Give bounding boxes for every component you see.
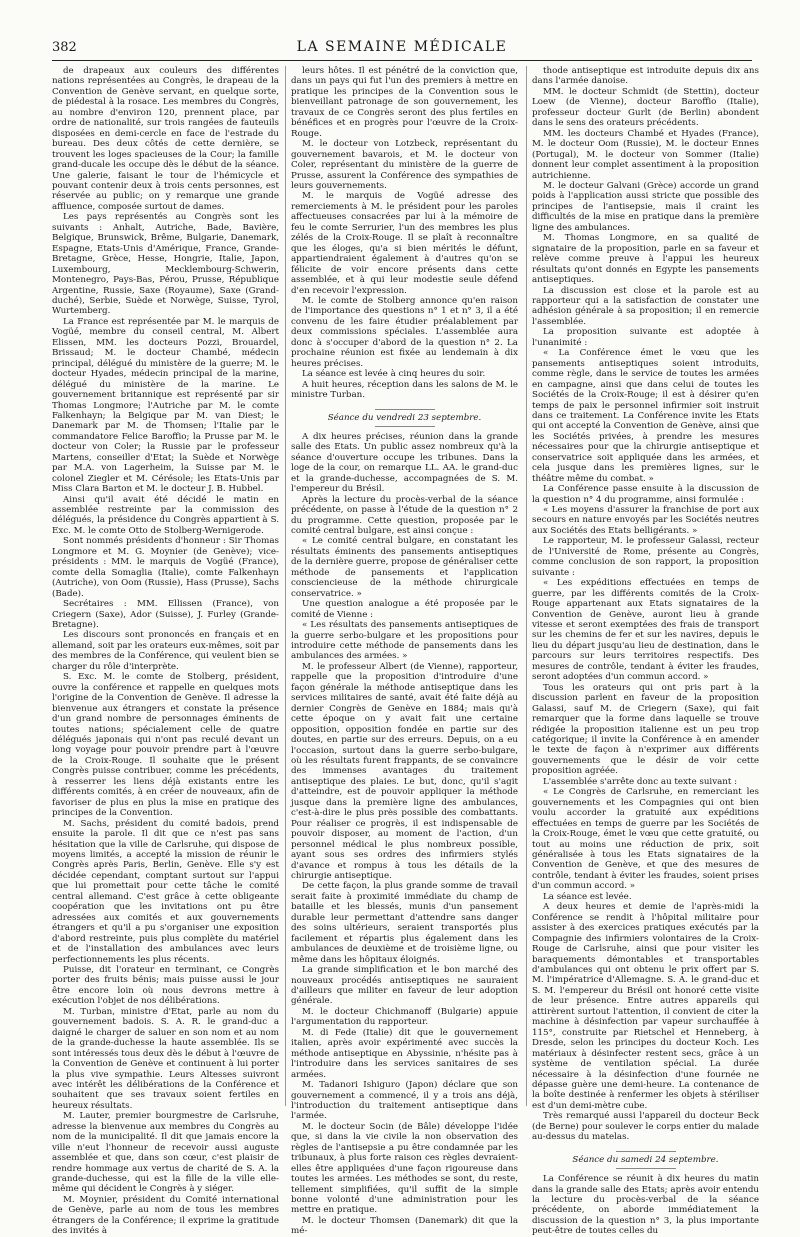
text-column-1 [52,66,279,1237]
paragraph: Ainsi qu'il avait été décidé le matin en assemblée restreinte par la commission des délégués, la présidence du Congrès appartient à S. Exc. M. le comte Otto de Stolberg-Wernigerode. [52,494,279,536]
paragraph: « Le Congrès de Carlsruhe, en remerciant les gouvernements et les Compagnies qui ont bien voulu accorder la gratuité aux expéditions effectuées en temps de guerre par les Sociétés de la Croix-Rouge, émet le vœu que cette gratuité, ou tout au moins une réduction de prix, soit généralisée à tous les Etats signataires de la Convention de Genève, et que des mesures de contrôle, tendant à éviter les fraudes, soient prises d'un commun accord. » [532,787,759,892]
paragraph: La grande simplification et le bon marché des nouveaux procédés antiseptiques ne sauraient d'ailleurs que militer en faveur de leur adoption générale. [291,965,518,1007]
paragraph: Très remarqué aussi l'appareil du docteur Beck (de Berne) pour soulever le corps entier du malade au-dessus du matelas. [532,1111,759,1143]
paragraph: Sont nommés présidents d'honneur : Sir Thomas Longmore et M. G. Moynier (de Genève); vice-présidents : MM. le marquis de Vogüé (France), comte della Somaglia (Italie), comte Falkenhayn (Autriche), von Oom (Russie), Hass (Prusse), Sachs (Bade). [52,536,279,599]
paragraph: « Les expéditions effectuées en temps de guerre, par les différents comités de la Croix-Rouge appartenant aux Etats signataires de la Convention de Genève, auront lieu à grande vitesse et seront exemptées des frais de transport sur les chemins de fer et sur les navires, depuis le lieu du départ jusqu'au lieu de destination, dans le parcours sur leurs territoires respectifs. Des mesures de contrôle, tendant à éviter les fraudes, seront adoptées d'un commun accord. » [532,578,759,683]
paragraph: « Le comité central bulgare, en constatant les résultats éminents des pansements antiseptiques de la dernière guerre, propose de généraliser cette méthode de pansements et l'application consciencieuse de la méthode chirurgicale conservatrice. » [291,536,518,599]
paragraph: M. le comte de Stolberg annonce qu'en raison de l'importance des questions n° 1 et n° 3, il a été convenu de les faire étudier préalablement par deux commissions spéciales. L'assemblée aura donc à s'occuper d'abord de la question n° 2. La prochaine réunion est fixée au lendemain à dix heures précises. [291,295,518,369]
paragraph: M. Thomas Longmore, en sa qualité de signataire de la proposition, parle en sa faveur et relève comme preuve à l'appui les heureux résultats qu'ont donnés en Egypte les pansements antiseptiques. [532,233,759,286]
page-number: 382 [52,40,77,55]
text-column-2 [291,66,518,1237]
paragraph: leurs hôtes. Il est pénétré de la conviction que, dans un pays qui fut l'un des premiers à mettre en pratique les principes de la Convention sous le bienveillant patronage de son gouvernement, les travaux de ce Congrès seront des plus fertiles en bénéfices et en progrès pour l'œuvre de la Croix-Rouge. [291,66,518,139]
paragraph: A huit heures, réception dans les salons de M. le ministre Turban. [291,379,518,401]
paragraph: Le rapporteur, M. le professeur Galassi, recteur de l'Université de Rome, présente au Congrès, comme conclusion de son rapport, la proposition suivante : [532,536,759,578]
paragraph: M. le professeur Albert (de Vienne), rapporteur, rappelle que la proposition d'introduire d'une façon générale la méthode antiseptique dans les services militaires de santé, avait été faite déjà au dernier Congrès de Genève en 1884; mais qu'à cette époque on y avait fait une certaine opposition, opposition fondée en partie sur des doutes, en partie sur des erreurs. Depuis, on a eu l'occasion, surtout dans la guerre serbo-bulgare, où les résultats furent frappants, de se convaincre des immenses avantages du traitement antiseptique des plaies. Le but, donc, qu'il s'agit d'atteindre, est de pouvoir appliquer la méthode jusque dans la première ligne des ambulances, c'est-à-dire le plus près possible des combattants. Pour réaliser ce progrès, il est indispensable de pouvoir disposer, au moment de l'action, d'un personnel médical le plus nombreux possible, ayant sous ses ordres des infirmiers stylés d'avance et rompus à tous les détails de la chirurgie antiseptique. [291,661,518,881]
column-separator [526,66,527,1106]
paragraph: La séance est levée à cinq heures du soir. [302,369,486,380]
paragraph: M. Moynier, président du Comité international de Genève, parle au nom de tous les membres étrangers de la Conférence; il exprime la gratitude des invités à [52,1194,279,1237]
paragraph: M. le docteur Socin (de Bâle) développe l'idée que, si dans la vie civile la non observation des règles de l'antisepsie a pu être condamnée par les tribunaux, à plus forte raison ces règles devraient-elles être appliquées d'une façon rigoureuse dans toutes les armées. Les méthodes se sont, du reste, tellement simplifiées, qu'il suffit de la simple bonne volonté d'une administration pour les mettre en pratique. [291,1121,518,1216]
paragraph: A deux heures et demie de l'après-midi la Conférence se rendit à l'hôpital militaire pour assister à des exercices pratiques exécutés par la Compagnie des infirmiers volontaires de la Croix-Rouge de Carlsruhe, ainsi que pour visiter les baraquements démontables et transportables d'ambulances qui ont obtenu le prix offert par S. M. l'impératrice d'Allemagne. S. A. le grand-duc et S. M. l'empereur du Brésil ont honoré cette visite de leur présence. Entre autres appareils qui attirèrent surtout l'attention, il convient de citer la machine à désinfection par vapeur surchauffée à 115°, construite par Rietschel et Henneberg, à Dresde, selon les principes du docteur Koch. Les matériaux à désinfecter restent secs, grâce à un système de ventilation spécial. La durée nécessaire à la désinfection d'une fournée ne dépasse guère une demi-heure. La contenance de la boîte destinée à renfermer les objets à stériliser est d'un demi-mètre cube. [532,902,759,1111]
paragraph: Secrétaires : MM. Ellissen (France), von Criegern (Saxe), Ador (Suisse), J. Furley (Grande-Bretagne). [52,599,279,631]
paragraph: M. Lauter, premier bourgmestre de Carlsruhe, adresse la bienvenue aux membres du Congrès au nom de la municipalité. Il dit que jamais encore la ville n'eut l'honneur de recevoir aussi auguste assemblée et que, dans son cœur, c'est plaisir de rendre hommage aux vertus de charité de S. A. la grande-duchesse, qui est la fille de la ville elle-même qui décident le Congrès à y siéger. [52,1111,279,1195]
paragraph: de drapeaux aux couleurs des différentes nations représentées au Congrès, le drapeau de la Convention de Genève servant, en quelque sorte, de piédestal à la rosace. Les membres du Congrès, au nombre d'environ 120, prennent place, par ordre de nationalité, sur trois rangées de fauteuils disposées en demi-cercle en face de l'estrade du bureau. Des deux côtés de cette dernière, se trouvent les loges spacieuses de la Cour; la famille grand-ducale les occupe dès le début de la séance. Une galerie, faisant le tour de l'hémicycle et pouvant contenir deux à trois cents personnes, est réservée au public; on y remarque une grande affluence, composée surtout de dames. [52,66,279,212]
paragraph: « La Conférence émet le vœu que les pansements antiseptiques soient introduits, comme règle, dans le service de toutes les armées en campagne, ainsi que dans celui de toutes les Sociétés de la Croix-Rouge; il est à désirer qu'en temps de paix le personnel infirmier soit instruit dans ce traitement. La Conférence invite les Etats qui ont accepté la Convention de Genève, ainsi que les Sociétés privées, à prendre les mesures nécessaires pour que la chirurgie antiseptique et conservatrice soit appliquée dans les armées, et cela jusque dans les premières lignes, sur le théâtre même du combat. » [532,348,759,484]
paragraph: La France est représentée par M. le marquis de Vogüé, membre du conseil central, M. Albert Elissen, MM. les docteurs Pozzi, Brouardel, Brissaud; M. le docteur Chambé, médecin principal, délégué du ministère de la guerre; M. le docteur Hyades, médecin principal de la marine, délégué du ministère de la marine. Le gouvernement britannique est représenté par sir Thomas Longmore; l'Autriche par M. le comte Falkenhayn; la Belgique par M. van Diest; le Danemark par M. de Thomsen; l'Italie par le commandatore Felice Baroffio; la Prusse par M. le docteur von Coler; la Russie par le professeur Martens, conseiller d'Etat; la Suède et Norwège par M.A. von Lagerheim, la Suisse par M. le colonel Ziegler et M. Cérésole; les Etats-Unis par Miss Clara Barton et M. le docteur J. B. Hubbel. [52,316,279,495]
paragraph: M. le marquis de Vogüé adresse des remerciements à M. le président pour les paroles affectueuses consacrées par lui à la mémoire de feu le comte Serrurier, l'un des membres les plus zélés de la Croix-Rouge. Il se plaît à reconnaître que les éloges, qu'a si bien mérités le défunt, appartiendraient également à d'autres qu'on se félicite de voir encore présents dans cette assemblée, et à qui leur modestie seule défend d'en recevoir l'expression. [291,191,518,296]
column-separator [285,66,286,1106]
text-column-3 [532,66,759,1237]
paragraph: M. le docteur Galvani (Grèce) accorde un grand poids à l'application aussi stricte que possible des principes de l'antisepsie, mais il craint les difficultés de la mise en pratique dans la première ligne des ambulances. [532,180,759,233]
paragraph: Les pays représentés au Congrès sont les suivants : Anhalt, Autriche, Bade, Bavière, Belgique, Brunswick, Brême, Bulgarie, Danemark, Espagne, Etats-Unis d'Amérique, France, Grande-Bretagne, Grèce, Hesse, Hongrie, Italie, Japon, Luxembourg, Mecklembourg-Schwerin, Montenegro, Pays-Bas, Pérou, Prusse, République Argentine, Russie, Saxe (Royaume), Saxe (Grand-duché), Serbie, Suède et Norwège, Suisse, Tyrol, Wurtemberg. [52,212,279,317]
paragraph: M. di Fede (Italie) dit que le gouvernement italien, après avoir expérimenté avec succès la méthode antiseptique en Abyssinie, n'hésite pas à l'introduire dans les services sanitaires de ses armées. [291,1027,518,1080]
paragraph: M. Turban, ministre d'Etat, parle au nom du gouvernement badois. S. A. R. le grand-duc a daigné le charger de saluer en son nom et au nom de la grande-duchesse la haute assemblée. Ils se sont intéressés tous deux dès le début à l'œuvre de la Convention de Genève et continuent à lui porter la plus vive sympathie. Leurs Altesses suivront avec intérêt les délibérations de la Conférence et souhaitent que ses travaux soient fertiles en heureux résultats. [52,1006,279,1111]
session-heading: Séance du vendredi 23 septembre. [291,409,518,427]
paragraph: La Conférence passe ensuite à la discussion de la question n° 4 du programme, ainsi formulée : [532,484,759,505]
header-rule [52,60,752,61]
paragraph: MM. le docteur Schmidt (de Stettin), docteur Loew (de Vienne), docteur Baroffio (Italie), professeur docteur Gurlt (de Berlin) abondent dans le sens des orateurs précédents. [532,86,759,129]
paragraph: La Conférence se réunit à dix heures du matin dans la grande salle des Etats; après avoir entendu la lecture du procès-verbal de la séance précédente, on aborde immédiatement la discussion de la question n° 3, la plus importante peut-être de toutes celles du [532,1174,759,1237]
paragraph: S. Exc. M. le comte de Stolberg, président, ouvre la conférence et rappelle en quelques mots l'origine de la Convention de Genève. Il adresse la bienvenue aux étrangers et constate la présence d'un grand nombre de personnages éminents de toutes nations; spécialement celle de quatre délégués japonais qui n'ont pas reculé devant un long voyage pour pouvoir prendre part à l'œuvre de la Croix-Rouge. Il souhaite que le présent Congrès puisse contribuer, comme les précédents, à resserrer les liens déjà existants entre les différents comités, à en créer de nouveaux, afin de favoriser de plus en plus la mise en pratique des principes de la Convention. [52,672,279,819]
paragraph: La séance est levée. [543,891,632,902]
paragraph: thode antiseptique est introduite depuis dix ans dans l'armée danoise. [532,66,759,87]
paragraph: MM. les docteurs Chambé et Hyades (France), M. le docteur Oom (Russie), M. le docteur Ennes (Portugal), M. le docteur von Sommer (Italie) donnent leur complet assentiment à la proposition autrichienne. [532,128,759,181]
page-header [52,38,752,60]
paragraph: « Les résultats des pansements antiseptiques de la guerre serbo-bulgare et les propositions pour introduire cette méthode de pansements dans les ambulances des armées. » [291,620,518,662]
paragraph: Puisse, dit l'orateur en terminant, ce Congrès porter des fruits bénis; mais puisse aussi le jour être encore loin où nous devrons mettre à exécution l'objet de nos délibérations. [52,964,279,1007]
paragraph: M. Sachs, président du comité badois, prend ensuite la parole. Il dit que ce n'est pas sans hésitation que la ville de Carlsruhe, qui dispose de moyens limités, a accepté la mission de réunir le Congrès après Paris, Berlin, Genève. Elle s'y est décidée cependant, comptant surtout sur l'appui que lui promettait pour cette tâche le comité central allemand. C'est grâce à cette obligeante coopération que les invitations ont pu être adressées aux comités et aux gouvernements étrangers et qu'il a pu s'organiser une exposition d'abord restreinte, puis plus complète du matériel et de l'installation des ambulances avec leurs perfectionnements les plus récents. [52,818,279,965]
journal-title: LA SEMAINE MÉDICALE [296,39,508,55]
paragraph: M. Tadanori Ishiguro (Japon) déclare que son gouvernement a commencé, il y a trois ans déjà, l'introduction du traitement antiseptique dans l'armée. [291,1080,518,1122]
paragraph: « Les moyens d'assurer la franchise de port aux secours en nature envoyés par les Sociétés neutres aux Sociétés des Etats belligérants. » [532,505,759,536]
session-heading: Séance du samedi 24 septembre. [532,1151,759,1169]
paragraph: La proposition suivante est adoptée à l'unanimité : [532,327,759,348]
paragraph: Une question analogue a été proposée par le comité de Vienne : [291,599,518,620]
paragraph: M. le docteur von Lotzbeck, représentant du gouvernement bavarois, et M. le docteur von Coler, représentant du ministère de la guerre de Prusse, assurent la Conférence des sympathies de leurs gouvernements. [291,139,518,191]
paragraph: M. le docteur Thomsen (Danemark) dit que la mé- [291,1215,518,1237]
paragraph: La discussion est close et la parole est au rapporteur qui a la satisfaction de constater une adhésion générale à sa proposition; il en remercie l'assemblée. [532,285,759,327]
paragraph: A dix heures précises, réunion dans la grande salle des Etats. Un public assez nombreux qu'à la séance d'ouverture occupe les tribunes. Dans la loge de la cour, on remarque LL. AA. le grand-duc et la grande-duchesse, accompagnées de S. M. l'empereur du Brésil. [291,431,518,495]
paragraph: L'assemblée s'arrête donc au texte suivant : [543,776,738,787]
paragraph: M. le docteur Chichmanoff (Bulgarie) appuie l'argumentation du rapporteur. [291,1006,518,1028]
paragraph: Les discours sont prononcés en français et en allemand, soit par les orateurs eux-mêmes, soit par des membres de la Conférence, qui veulent bien se charger du rôle d'interprète. [52,630,279,672]
paragraph: Après la lecture du procès-verbal de la séance précédente, on passe à l'étude de la question n° 2 du programme. Cette question, proposée par le comité central bulgare, est ainsi conçue : [291,494,518,537]
paragraph: De cette façon, la plus grande somme de travail serait faite à proximité immédiate du champ de bataille et les blessés, munis d'un pansement durable leur permettant d'attendre sans danger des soins ultérieurs, seraient transportés plus facilement et répartis plus également dans les ambulances de deuxième et de troisième ligne, ou même dans les hôpitaux éloignés. [291,881,518,965]
paragraph: Tous les orateurs qui ont pris part à la discussion parlent en faveur de la proposition Galassi, sauf M. de Criegern (Saxe), qui fait remarquer que la forme dans laquelle se trouve rédigée la proposition italienne est un peu trop catégorique; il invite la Conférence à en amender le texte de façon à n'exprimer aux différents gouvernements que le désir de voir cette proposition agréée. [532,682,759,777]
